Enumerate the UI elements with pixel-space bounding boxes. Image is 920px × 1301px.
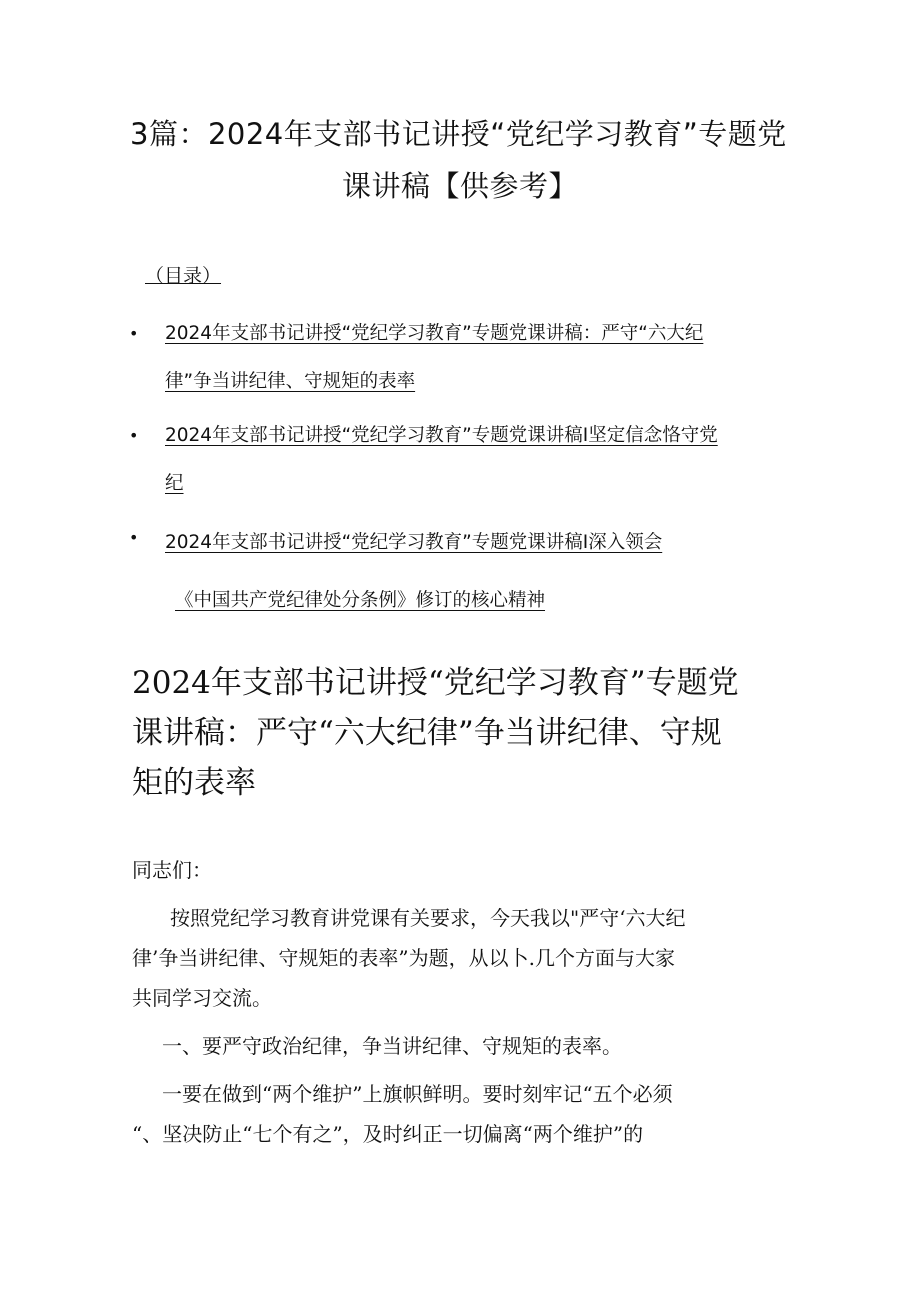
section-heading-line: 课讲稿：严守“六大纪律”争当讲纪律、守规 xyxy=(132,715,722,751)
toc-link-line: 2024年支部书记讲授“党纪学习教育”专题党课讲稿I深入领会 xyxy=(165,532,663,553)
bullet-icon: • xyxy=(129,324,139,343)
toc-item xyxy=(125,310,805,406)
section-heading-line: 2024年支部书记讲授“党纪学习教育”专题党 xyxy=(132,665,739,701)
toc-item xyxy=(125,514,805,630)
section-body xyxy=(132,850,812,1154)
greeting: 同志们： xyxy=(132,858,212,882)
paragraph xyxy=(132,1026,812,1066)
table-of-contents xyxy=(125,310,805,630)
toc-link[interactable] xyxy=(165,514,805,630)
toc-link[interactable] xyxy=(165,310,805,406)
toc-link-line: 2024年支部书记讲授“党纪学习教育”专题党课讲稿：严守“六大纪 xyxy=(165,323,704,344)
document-title-line: 课讲稿【供参考】 xyxy=(342,169,579,203)
section-heading xyxy=(132,658,812,808)
paragraph-line: 按照党纪学习教育讲党课有关要求，今天我以"严守‘六大纪 xyxy=(170,906,686,930)
toc-link-line: 2024年支部书记讲授“党纪学习教育”专题党课讲稿I坚定信念恪守党 xyxy=(165,425,718,446)
toc-link-line: 律”争当讲纪律、守规矩的表率 xyxy=(165,371,416,392)
paragraph-line: “、坚决防止“七个有之”，及时纠正一切偏离“两个维护”的 xyxy=(132,1122,644,1146)
bullet-icon: • xyxy=(129,528,139,547)
paragraph-line: 一要在做到“两个维护”上旗帜鲜明。要时刻牢记“五个必须 xyxy=(162,1082,673,1106)
document-title-line: 3篇：2024年支部书记讲授“党纪学习教育”专题党 xyxy=(130,117,787,151)
section-heading-line: 矩的表率 xyxy=(132,765,256,801)
document-title xyxy=(130,108,810,212)
toc-link-line: 纪 xyxy=(165,473,184,494)
paragraph xyxy=(132,1074,812,1154)
toc-link-line: 《中国共产党纪律处分条例》修订的核心精神 xyxy=(175,590,546,611)
toc-link[interactable] xyxy=(165,412,805,508)
point-heading: 一、要严守政治纪律，争当讲纪律、守规矩的表率。 xyxy=(162,1034,622,1058)
paragraph-line: 律’争当讲纪律、守规矩的表率”为题，从以卜.几个方面与大家 xyxy=(132,946,675,970)
bullet-icon: • xyxy=(129,426,139,445)
paragraph-line: 共同学习交流。 xyxy=(132,986,272,1010)
toc-label: （目录） xyxy=(145,265,222,287)
toc-item xyxy=(125,412,805,508)
paragraph xyxy=(132,898,812,1018)
